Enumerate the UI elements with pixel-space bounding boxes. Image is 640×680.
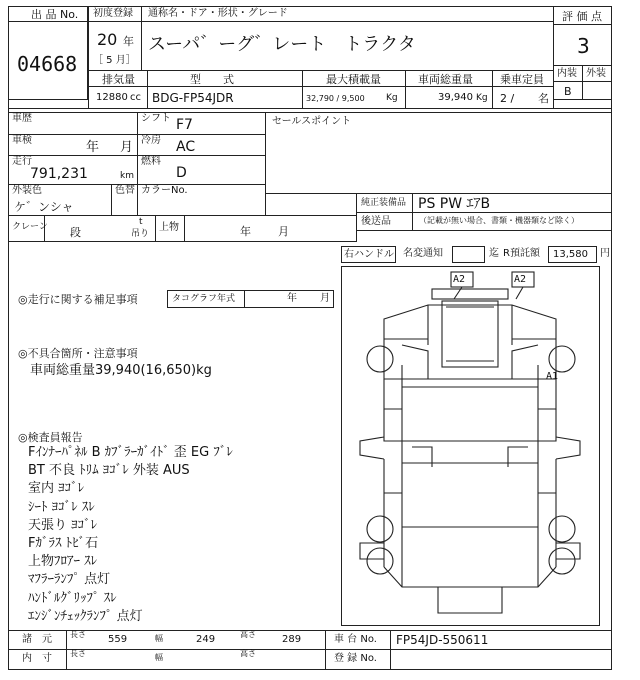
defects-text: 車両総重量39,940(16,650)kg: [30, 363, 212, 378]
aftermarket-row: [356, 212, 612, 231]
gross-weight-label: 車両総重量: [418, 73, 473, 86]
capacity-unit: 名: [538, 92, 549, 105]
grade-cell: [553, 24, 612, 66]
vehicle-diagram: [341, 266, 600, 626]
shift-value: F7: [176, 117, 193, 133]
bed-year: 年: [240, 225, 251, 238]
inspector-report-label: ◎検査員報告: [18, 431, 83, 444]
displacement-label: 排気量: [102, 73, 135, 86]
driving-notes-label: ◎走行に関する補足事項: [18, 293, 138, 306]
aftermarket-note: （記載が無い場合、書類・機器類など除く）: [419, 216, 579, 225]
name-label: 通称名・ドア・形状・グレード: [148, 8, 288, 19]
max-load-unit: Kg: [386, 93, 398, 103]
car-name-cell: [141, 21, 554, 71]
fuel-value: D: [176, 165, 187, 181]
exterior-label-cell: [582, 65, 612, 82]
chassis-number: FP54JD-550611: [396, 633, 489, 647]
crane-row: [8, 215, 357, 242]
interior-label: 内装: [557, 68, 577, 79]
mileage-label: 走行: [12, 156, 32, 167]
report-line: ｴﾝｼﾞﾝﾁｪｯｸﾗﾝﾌﾟ 点灯: [28, 608, 143, 624]
crane-label: クレーン: [12, 222, 48, 232]
lot-label: 出 品 No.: [31, 8, 79, 21]
report-line: 上物ﾌﾛｱｰ ｽﾚ: [28, 554, 98, 570]
tacho-month: 月: [320, 293, 330, 304]
displacement-unit: cc: [130, 92, 141, 103]
model-label: 型 式: [190, 73, 234, 86]
dims-label: 諸 元: [22, 634, 52, 645]
grade-label: 評 価 点: [562, 10, 602, 23]
deposit-unit: 円: [600, 248, 610, 259]
truck-outline-svg: [342, 267, 599, 625]
grade-label-cell: [553, 6, 612, 25]
name-label-cell: [141, 6, 554, 22]
first-reg-label-cell: [88, 6, 142, 22]
grade-value: 3: [577, 34, 590, 58]
first-reg-month: ［ 5 月］: [93, 55, 136, 66]
sales-points-label: セールスポイント: [272, 116, 352, 127]
dims-row: [8, 630, 612, 650]
inspection-month: 月: [120, 140, 134, 155]
length-label: 長さ: [70, 630, 86, 639]
equipment-value: PS PW ｴｱB: [418, 196, 491, 212]
inner-length-label: 長さ: [70, 649, 86, 658]
inspection-label: 車検: [12, 135, 32, 146]
color-code-label: カラーNo.: [141, 185, 188, 196]
report-line: 室内 ﾖｺﾞﾚ: [28, 481, 85, 497]
equipment-label: 純正装備品: [361, 198, 407, 208]
lot-number-cell: [8, 21, 88, 100]
exterior-grade-cell: [582, 81, 612, 100]
crane-stage: 段: [70, 226, 81, 239]
displacement-value: 12880: [96, 92, 128, 103]
name-change-box: [452, 246, 485, 263]
max-load-label: 最大積載量: [326, 73, 381, 86]
damage-mark-cab-right: A2: [514, 274, 527, 285]
rhd-label: 右ハンドル: [344, 249, 394, 260]
registration-label: 登 録 No.: [334, 653, 377, 664]
shift-label: シフト: [141, 113, 171, 124]
inspection-year: 年: [86, 140, 100, 155]
report-line: Fｲﾝﾅｰﾊﾟﾈﾙ B ｶﾌﾞﾗｰｶﾞｲﾄﾞ 歪 EG ﾌﾞﾚ: [28, 445, 233, 460]
height-label: 高さ: [240, 630, 256, 639]
inner-row: [8, 649, 612, 670]
crane-t: t: [139, 217, 143, 227]
history-label: 車歴: [12, 113, 32, 124]
sales-points-cell: [265, 112, 612, 194]
chassis-label: 車 台 No.: [334, 634, 377, 645]
max-load-value: 32,790 / 9,500: [306, 94, 365, 103]
ac-label: 冷房: [141, 135, 161, 146]
color-no-label: 色替: [115, 185, 135, 196]
height-value: 289: [282, 634, 302, 645]
fuel-label: 燃料: [141, 156, 161, 167]
interior-grade: B: [564, 85, 572, 98]
report-line: BT 不良 ﾄﾘﾑ ﾖｺﾞﾚ 外装 AUS: [28, 463, 190, 479]
interior-label-cell: [553, 65, 583, 82]
damage-mark-cab-left: A2: [453, 274, 466, 285]
report-line: ﾊﾝﾄﾞﾙｸﾞﾘｯﾌﾟ ｽﾚ: [28, 590, 117, 606]
gross-weight-unit: Kg: [476, 93, 488, 103]
inner-height-label: 高さ: [240, 649, 256, 658]
aftermarket-label: 後送品: [361, 216, 391, 227]
report-line: 天張り ﾖｺﾞﾚ: [28, 517, 98, 533]
spec-label-row: [88, 70, 554, 87]
ext-color-value: ケ゛ンシャ: [14, 200, 74, 214]
year-unit: 年: [123, 35, 134, 48]
capacity-value: 2 /: [500, 92, 515, 105]
bed-label: 上物: [159, 222, 179, 233]
mileage-unit: km: [120, 171, 134, 181]
length-value: 559: [108, 634, 128, 645]
report-line: ﾏﾌﾗｰﾗﾝﾌﾟ 点灯: [28, 572, 111, 588]
defects-label: ◎不具合箇所・注意事項: [18, 347, 138, 360]
car-name: スーパ゛ーグ゛レート トラクタ: [148, 34, 416, 55]
first-reg-year: 20: [97, 30, 118, 49]
ext-color-label: 外装色: [12, 185, 42, 196]
first-reg-label: 初度登録: [93, 8, 133, 19]
name-change-label: 名変通知: [403, 248, 443, 259]
report-line: ｼｰﾄ ﾖｺﾞﾚ ｽﾚ: [28, 499, 95, 515]
capacity-label: 乗車定員: [500, 73, 544, 86]
deposit-box: [548, 246, 597, 263]
report-line: Fｶﾞﾗｽ ﾄﾋﾞ石: [28, 536, 99, 551]
first-reg-cell: [88, 21, 142, 71]
exterior-label: 外装: [586, 68, 606, 79]
inner-dims-label: 内 寸: [22, 653, 52, 664]
bed-month: 月: [278, 225, 289, 238]
odometer-flag: 迄: [489, 248, 499, 259]
gross-weight-value: 39,940: [438, 92, 473, 103]
mileage-value: 791,231: [30, 166, 88, 182]
interior-grade-cell: [553, 81, 583, 100]
damage-mark-side: A1: [546, 371, 559, 382]
lot-number: 04668: [17, 52, 78, 76]
tacho-year: 年: [287, 293, 297, 304]
lot-label-cell: [8, 6, 88, 22]
width-value: 249: [196, 634, 216, 645]
width-label: 幅: [155, 634, 163, 643]
ac-value: AC: [176, 139, 196, 155]
inner-width-label: 幅: [155, 653, 163, 662]
tacho-label: タコグラフ年式: [172, 294, 236, 304]
odometer-replace-label: R預託額: [503, 248, 540, 259]
rhd-box: [341, 246, 396, 263]
crane-hang: 吊り: [131, 229, 150, 239]
model-code: BDG-FP54JDR: [152, 91, 234, 105]
deposit-value: 13,580: [553, 249, 588, 260]
